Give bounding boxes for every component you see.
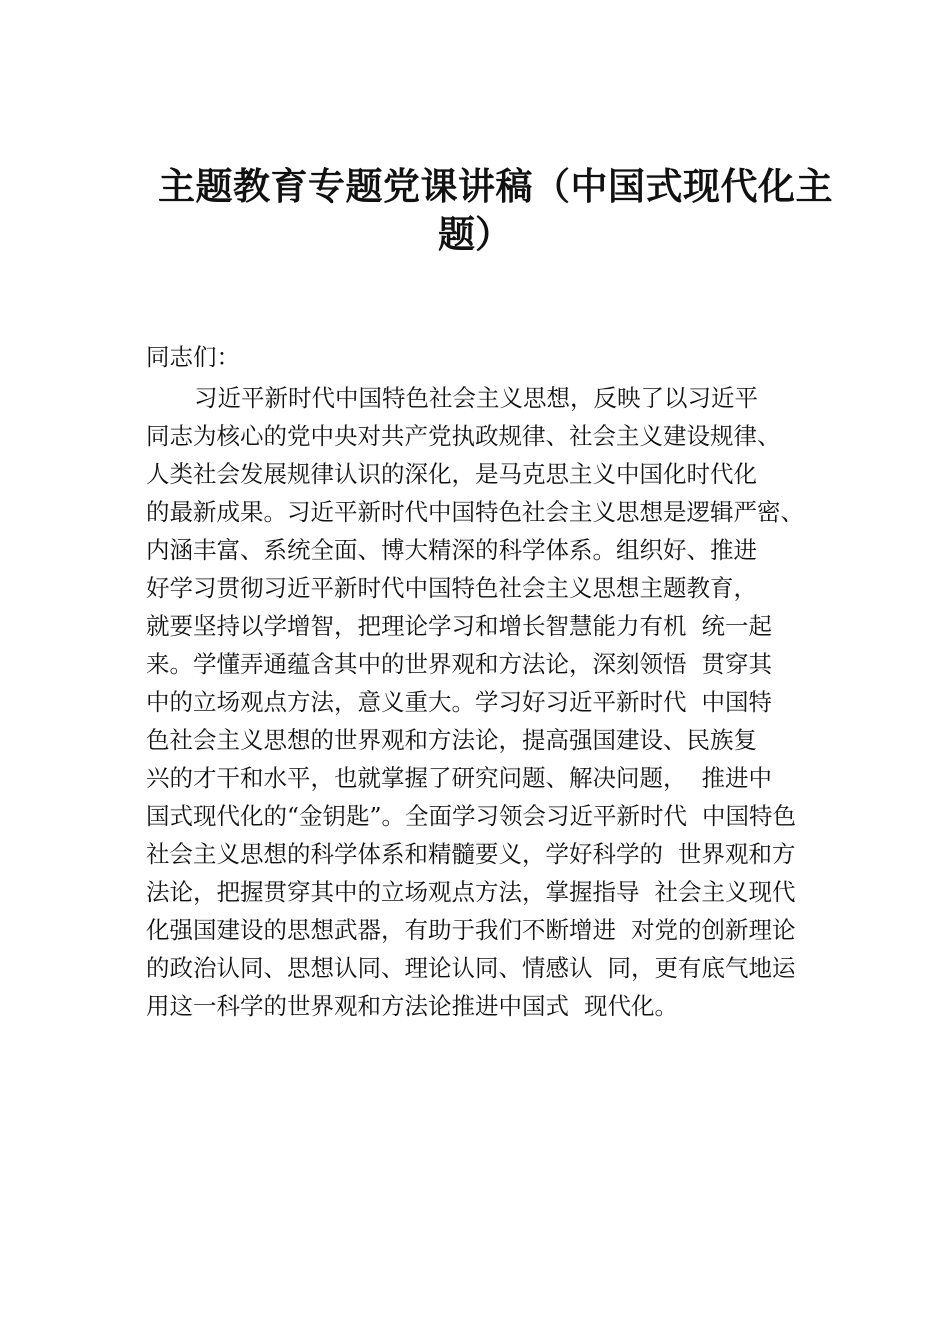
paragraph-line: 就要坚持以学增智，把理论学习和增长智慧能力有机 统一起 (146, 612, 772, 640)
paragraph-line: 化强国建设的思想武器，有助于我们不断增进 对党的创新理论 (146, 916, 796, 944)
paragraph-line: 同志为核心的党中央对共产党执政规律、社会主义建设规律、 (146, 422, 781, 450)
paragraph-line: 的政治认同、思想认同、理论认同、情感认 同，更有底气地运 (146, 954, 796, 982)
paragraph-line: 的最新成果。习近平新时代中国特色社会主义思想是逻辑严密、 (146, 498, 804, 526)
paragraph-line: 内涵丰富、系统全面、博大精深的科学体系。组织好、推进 (146, 536, 757, 564)
document-title-line-2: 题） (438, 212, 512, 256)
paragraph-line: 中的立场观点方法，意义重大。学习好习近平新时代 中国特 (146, 688, 772, 716)
paragraph-line: 国式现代化的“金钥匙”。全面学习领会习近平新时代 中国特色 (146, 802, 796, 830)
paragraph-line: 人类社会发展规律认识的深化，是马克思主义中国化时代化 (146, 460, 757, 488)
paragraph-line: 法论，把握贯穿其中的立场观点方法，掌握指导 社会主义现代 (146, 878, 796, 906)
paragraph-line: 来。学懂弄通蕴含其中的世界观和方法论，深刻领悟 贯穿其 (146, 650, 772, 678)
paragraph-line: 用这一科学的世界观和方法论推进中国式 现代化。 (146, 992, 678, 1020)
paragraph-line: 习近平新时代中国特色社会主义思想，反映了以习近平 (194, 384, 758, 412)
salutation: 同志们： (146, 343, 240, 371)
paragraph-line: 好学习贯彻习近平新时代中国特色社会主义思想主题教育， (146, 574, 757, 602)
paragraph-line: 社会主义思想的科学体系和精髓要义，学好科学的 世界观和方 (146, 840, 796, 868)
paragraph-line: 兴的才干和水平，也就掌握了研究问题、解决问题， 推进中 (146, 764, 772, 792)
document-title-line-1: 主题教育专题党课讲稿（中国式现代化主 (158, 164, 833, 208)
paragraph-line: 色社会主义思想的世界观和方法论，提高强国建设、民族复 (146, 726, 757, 754)
